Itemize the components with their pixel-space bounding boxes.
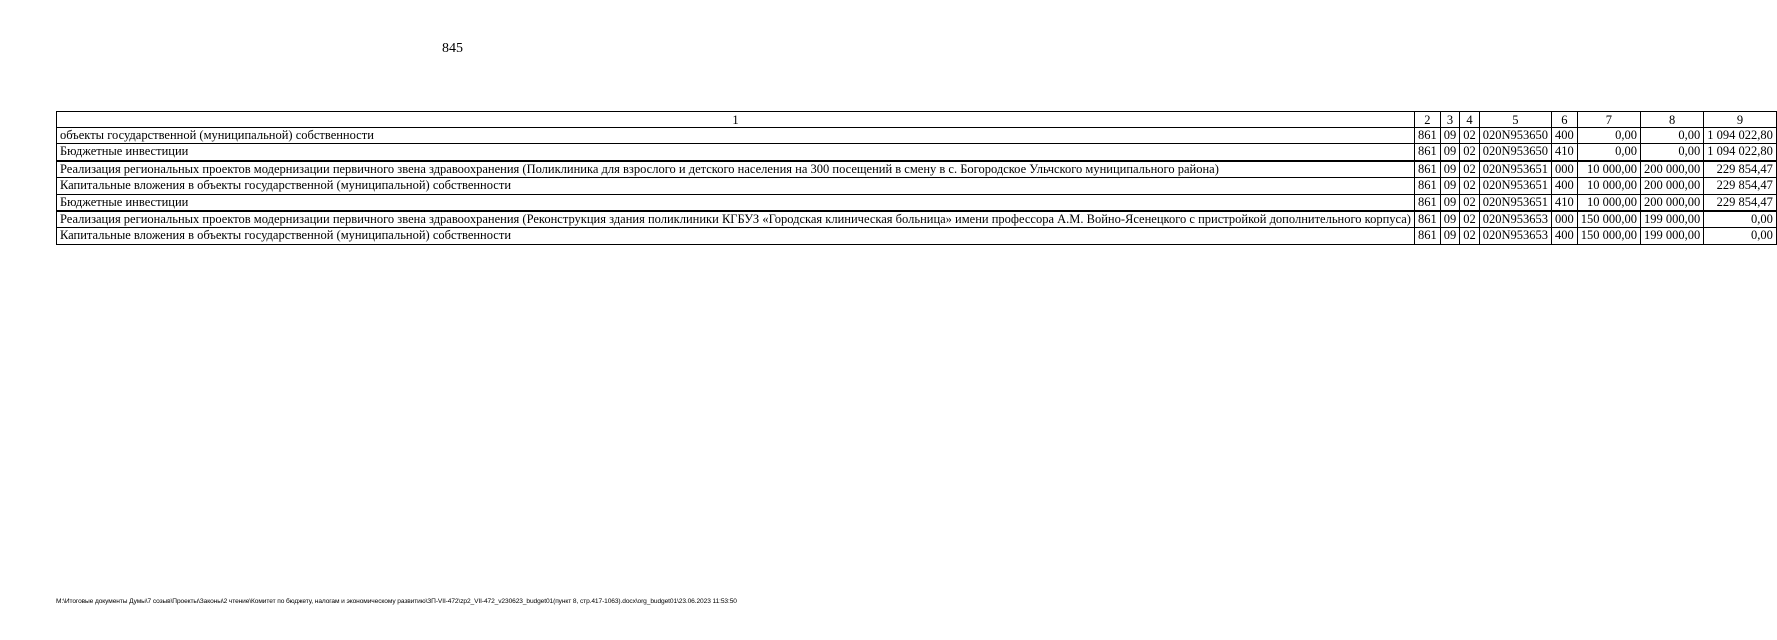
cell-amount-7: 150 000,00 (1577, 211, 1640, 228)
cell-subsection: 02 (1460, 211, 1480, 228)
cell-amount-8: 199 000,00 (1640, 211, 1703, 228)
cell-target-article: 020N953653 (1479, 211, 1551, 228)
header-cell: 8 (1640, 112, 1703, 128)
cell-ministry: 861 (1414, 211, 1440, 228)
table-row (57, 128, 1777, 144)
cell-section: 09 (1440, 144, 1460, 161)
table-row (57, 144, 1777, 161)
header-cell: 1 (57, 112, 1415, 128)
document-path-footer: M:\Итоговые документы Думы\7 созыв\Проекты\Законы\2 чтение\Комитет по бюджету, налогам и экономическому развитию\ЗП-VII-472\zp2_VII-472_v230623_budget01(пункт 8, стр.417-1063).docx\org_budget01\23.06.2023 11:53:50 (56, 598, 737, 605)
cell-expense-type: 400 (1551, 128, 1577, 144)
row-name: Бюджетные инвестиции (57, 144, 1415, 161)
header-cell: 7 (1577, 112, 1640, 128)
header-cell: 4 (1460, 112, 1480, 128)
budget-table (56, 111, 1777, 245)
table-row (57, 211, 1777, 228)
cell-expense-type: 410 (1551, 194, 1577, 211)
cell-amount-9: 1 094 022,80 (1704, 144, 1777, 161)
header-cell: 6 (1551, 112, 1577, 128)
cell-expense-type: 400 (1551, 228, 1577, 244)
row-name: Реализация региональных проектов модернизации первичного звена здравоохранения (Поликлиника для взрослого и детского населения на 300 посещений в смену в с. Богородское Ульчского муниципального района) (57, 161, 1415, 178)
cell-ministry: 861 (1414, 194, 1440, 211)
cell-section: 09 (1440, 178, 1460, 194)
cell-section: 09 (1440, 128, 1460, 144)
cell-amount-7: 0,00 (1577, 144, 1640, 161)
header-row (57, 112, 1777, 128)
table-row (57, 194, 1777, 211)
cell-subsection: 02 (1460, 128, 1480, 144)
cell-amount-9: 229 854,47 (1704, 161, 1777, 178)
cell-subsection: 02 (1460, 161, 1480, 178)
cell-amount-9: 1 094 022,80 (1704, 128, 1777, 144)
cell-expense-type: 410 (1551, 144, 1577, 161)
cell-subsection: 02 (1460, 178, 1480, 194)
cell-ministry: 861 (1414, 128, 1440, 144)
cell-amount-9: 0,00 (1704, 228, 1777, 244)
cell-subsection: 02 (1460, 228, 1480, 244)
cell-ministry: 861 (1414, 178, 1440, 194)
row-name: Реализация региональных проектов модернизации первичного звена здравоохранения (Реконструкция здания поликлиники КГБУЗ «Городская клиническая больница» имени профессора А.М. Войно-Ясенецкого с пристройкой дополнительного корпуса) (57, 211, 1415, 228)
cell-section: 09 (1440, 211, 1460, 228)
cell-amount-9: 229 854,47 (1704, 194, 1777, 211)
cell-amount-9: 229 854,47 (1704, 178, 1777, 194)
cell-target-article: 020N953651 (1479, 161, 1551, 178)
table-row (57, 228, 1777, 244)
header-cell: 2 (1414, 112, 1440, 128)
cell-ministry: 861 (1414, 144, 1440, 161)
cell-amount-8: 200 000,00 (1640, 161, 1703, 178)
cell-amount-7: 0,00 (1577, 128, 1640, 144)
cell-section: 09 (1440, 161, 1460, 178)
cell-section: 09 (1440, 228, 1460, 244)
table-row (57, 178, 1777, 194)
cell-amount-8: 0,00 (1640, 128, 1703, 144)
row-name: Капитальные вложения в объекты государственной (муниципальной) собственности (57, 228, 1415, 244)
cell-amount-7: 10 000,00 (1577, 178, 1640, 194)
cell-ministry: 861 (1414, 161, 1440, 178)
row-name: Бюджетные инвестиции (57, 194, 1415, 211)
cell-expense-type: 400 (1551, 178, 1577, 194)
header-cell: 5 (1479, 112, 1551, 128)
row-name: объекты государственной (муниципальной) собственности (57, 128, 1415, 144)
cell-target-article: 020N953651 (1479, 194, 1551, 211)
cell-amount-8: 199 000,00 (1640, 228, 1703, 244)
cell-section: 09 (1440, 194, 1460, 211)
cell-expense-type: 000 (1551, 161, 1577, 178)
page-number: 845 (442, 41, 463, 56)
cell-amount-7: 150 000,00 (1577, 228, 1640, 244)
cell-target-article: 020N953650 (1479, 144, 1551, 161)
cell-amount-8: 200 000,00 (1640, 194, 1703, 211)
cell-ministry: 861 (1414, 228, 1440, 244)
cell-target-article: 020N953653 (1479, 228, 1551, 244)
cell-subsection: 02 (1460, 194, 1480, 211)
cell-amount-7: 10 000,00 (1577, 194, 1640, 211)
cell-amount-9: 0,00 (1704, 211, 1777, 228)
row-name: Капитальные вложения в объекты государственной (муниципальной) собственности (57, 178, 1415, 194)
header-cell: 3 (1440, 112, 1460, 128)
cell-amount-8: 200 000,00 (1640, 178, 1703, 194)
header-cell: 9 (1704, 112, 1777, 128)
table-row (57, 161, 1777, 178)
cell-target-article: 020N953651 (1479, 178, 1551, 194)
cell-target-article: 020N953650 (1479, 128, 1551, 144)
cell-amount-8: 0,00 (1640, 144, 1703, 161)
cell-subsection: 02 (1460, 144, 1480, 161)
cell-expense-type: 000 (1551, 211, 1577, 228)
cell-amount-7: 10 000,00 (1577, 161, 1640, 178)
